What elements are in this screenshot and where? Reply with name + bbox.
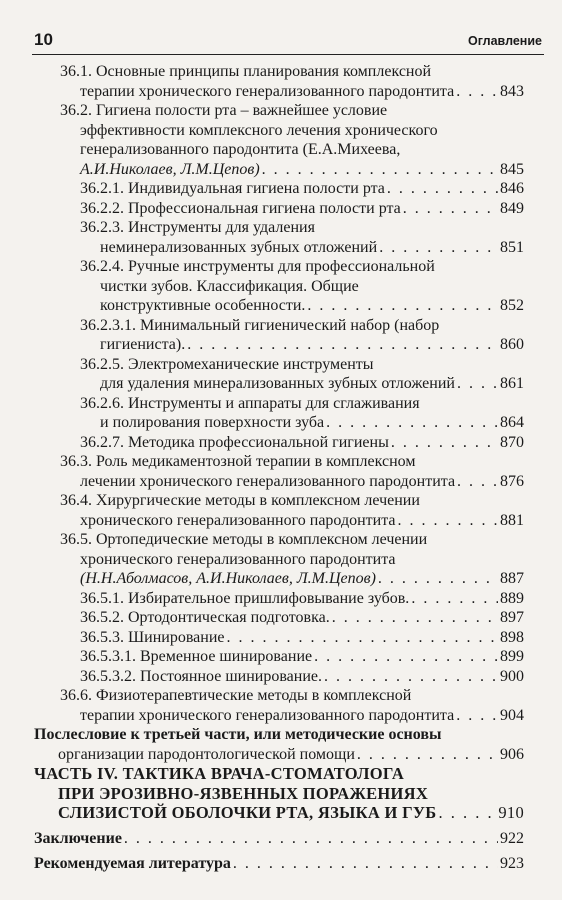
toc-page-number: 852 [500,297,524,314]
toc-page-number: 843 [500,82,524,100]
toc-entry-36-2[interactable]: 36.2. Гигиена полости рта – важнейшее условие эффективности комплексного лечения хронического генерализованного пародонтита (Е.А.Михеева, А.И.Николаев, Л.М.Цепов) . . . 845 [0,101,524,179]
toc-entry-36-5-1[interactable]: 36.5.1. Избирательное пришлифовывание зубов. . . . 889 [0,589,524,609]
toc-page-number: 861 [500,375,524,392]
toc-entry-afterword[interactable]: Послесловие к третьей части, или методические основы организации пародонтологической помощи . . . 906 [0,725,524,764]
toc-entry-36-5-3-2[interactable]: 36.5.3.2. Постоянное шинирование. . . . 900 [0,667,524,687]
table-of-contents [0,62,562,874]
running-head: Оглавление [468,34,542,48]
toc-page-number: 846 [500,180,524,197]
toc-entry-36-5[interactable]: 36.5. Ортопедические методы в комплексном лечении хронического генерализованного пародонтита (Н.Н.Аболмасов, А.И.Николаев, Л.М.Цепов) . . . 887 [0,530,524,589]
toc-entry-36-6[interactable]: 36.6. Физиотерапевтические методы в комплексной терапии хронического генерализованного пародонтита . . . 904 [0,686,524,725]
toc-page-number: 899 [500,648,524,665]
toc-page-number: 864 [500,414,524,431]
toc-page-number: 851 [500,238,524,256]
toc-entry-36-2-7[interactable]: 36.2.7. Методика профессиональной гигиены . . . 870 [0,433,524,453]
toc-entry-conclusion[interactable]: Заключение . . . 922 [0,829,524,849]
toc-page-number: 923 [500,855,524,872]
toc-entry-36-5-3-1[interactable]: 36.5.3.1. Временное шинирование . . . 899 [0,647,524,667]
toc-entry-36-2-5[interactable]: 36.2.5. Электромеханические инструменты для удаления минерализованных зубных отложений . . . 861 [0,355,524,394]
toc-page-number: 897 [500,609,524,626]
toc-entry-36-2-6[interactable]: 36.2.6. Инструменты и аппараты для сглаживания и полирования поверхности зуба . . . 864 [0,394,524,433]
toc-entry-part-iv[interactable]: ЧАСТЬ IV. ТАКТИКА ВРАЧА-СТОМАТОЛОГА ПРИ ЭРОЗИВНО-ЯЗВЕННЫХ ПОРАЖЕНИЯХ СЛИЗИСТОЙ ОБОЛОЧКИ РТА, ЯЗЫКА И ГУБ . . . 910 [0,764,524,823]
toc-entry-36-2-1[interactable]: 36.2.1. Индивидуальная гигиена полости рта . . . 846 [0,179,524,199]
toc-entry-36-5-3[interactable]: 36.5.3. Шинирование . . . 898 [0,628,524,648]
toc-page-number: 845 [500,160,524,178]
toc-page-number: 904 [500,706,524,724]
toc-page-number: 887 [500,570,524,587]
toc-entry-36-2-2[interactable]: 36.2.2. Профессиональная гигиена полости рта . . . 849 [0,199,524,219]
page-number: 10 [34,30,53,49]
toc-page-number: 860 [500,336,524,353]
toc-page-number: 898 [500,628,524,646]
toc-page-number: 900 [500,667,524,685]
toc-page-number: 881 [500,511,524,529]
toc-page-number: 876 [500,472,524,490]
toc-entry-36-2-4[interactable]: 36.2.4. Ручные инструменты для профессиональной чистки зубов. Классификация. Общие конструктивные особенности. . . . 852 [0,257,524,316]
toc-entry-36-3[interactable]: 36.3. Роль медикаментозной терапии в комплексном лечении хронического генерализованного пародонтита . . . 876 [0,452,524,491]
toc-entry-36-4[interactable]: 36.4. Хирургические методы в комплексном лечении хронического генерализованного пародонтита . . . 881 [0,491,524,530]
page-header [32,30,544,55]
toc-entry-36-2-3-1[interactable]: 36.2.3.1. Минимальный гигиенический набор (набор гигиениста). . . . 860 [0,316,524,355]
toc-page-number: 889 [500,589,524,607]
toc-entry-literature[interactable]: Рекомендуемая литература . . . 923 [0,854,524,874]
toc-entry-36-1[interactable]: 36.1. Основные принципы планирования комплексной терапии хронического генерализованного пародонтита . . . 843 [0,62,524,101]
toc-page-number: 906 [500,745,524,763]
toc-entry-36-5-2[interactable]: 36.5.2. Ортодонтическая подготовка. . . . 897 [0,608,524,628]
toc-page-number: 870 [500,433,524,451]
toc-entry-36-2-3[interactable]: 36.2.3. Инструменты для удаления неминерализованных зубных отложений . . . 851 [0,218,524,257]
toc-page-number: 849 [500,199,524,217]
toc-page-number: 922 [500,829,524,847]
toc-page-number: 910 [498,803,524,822]
